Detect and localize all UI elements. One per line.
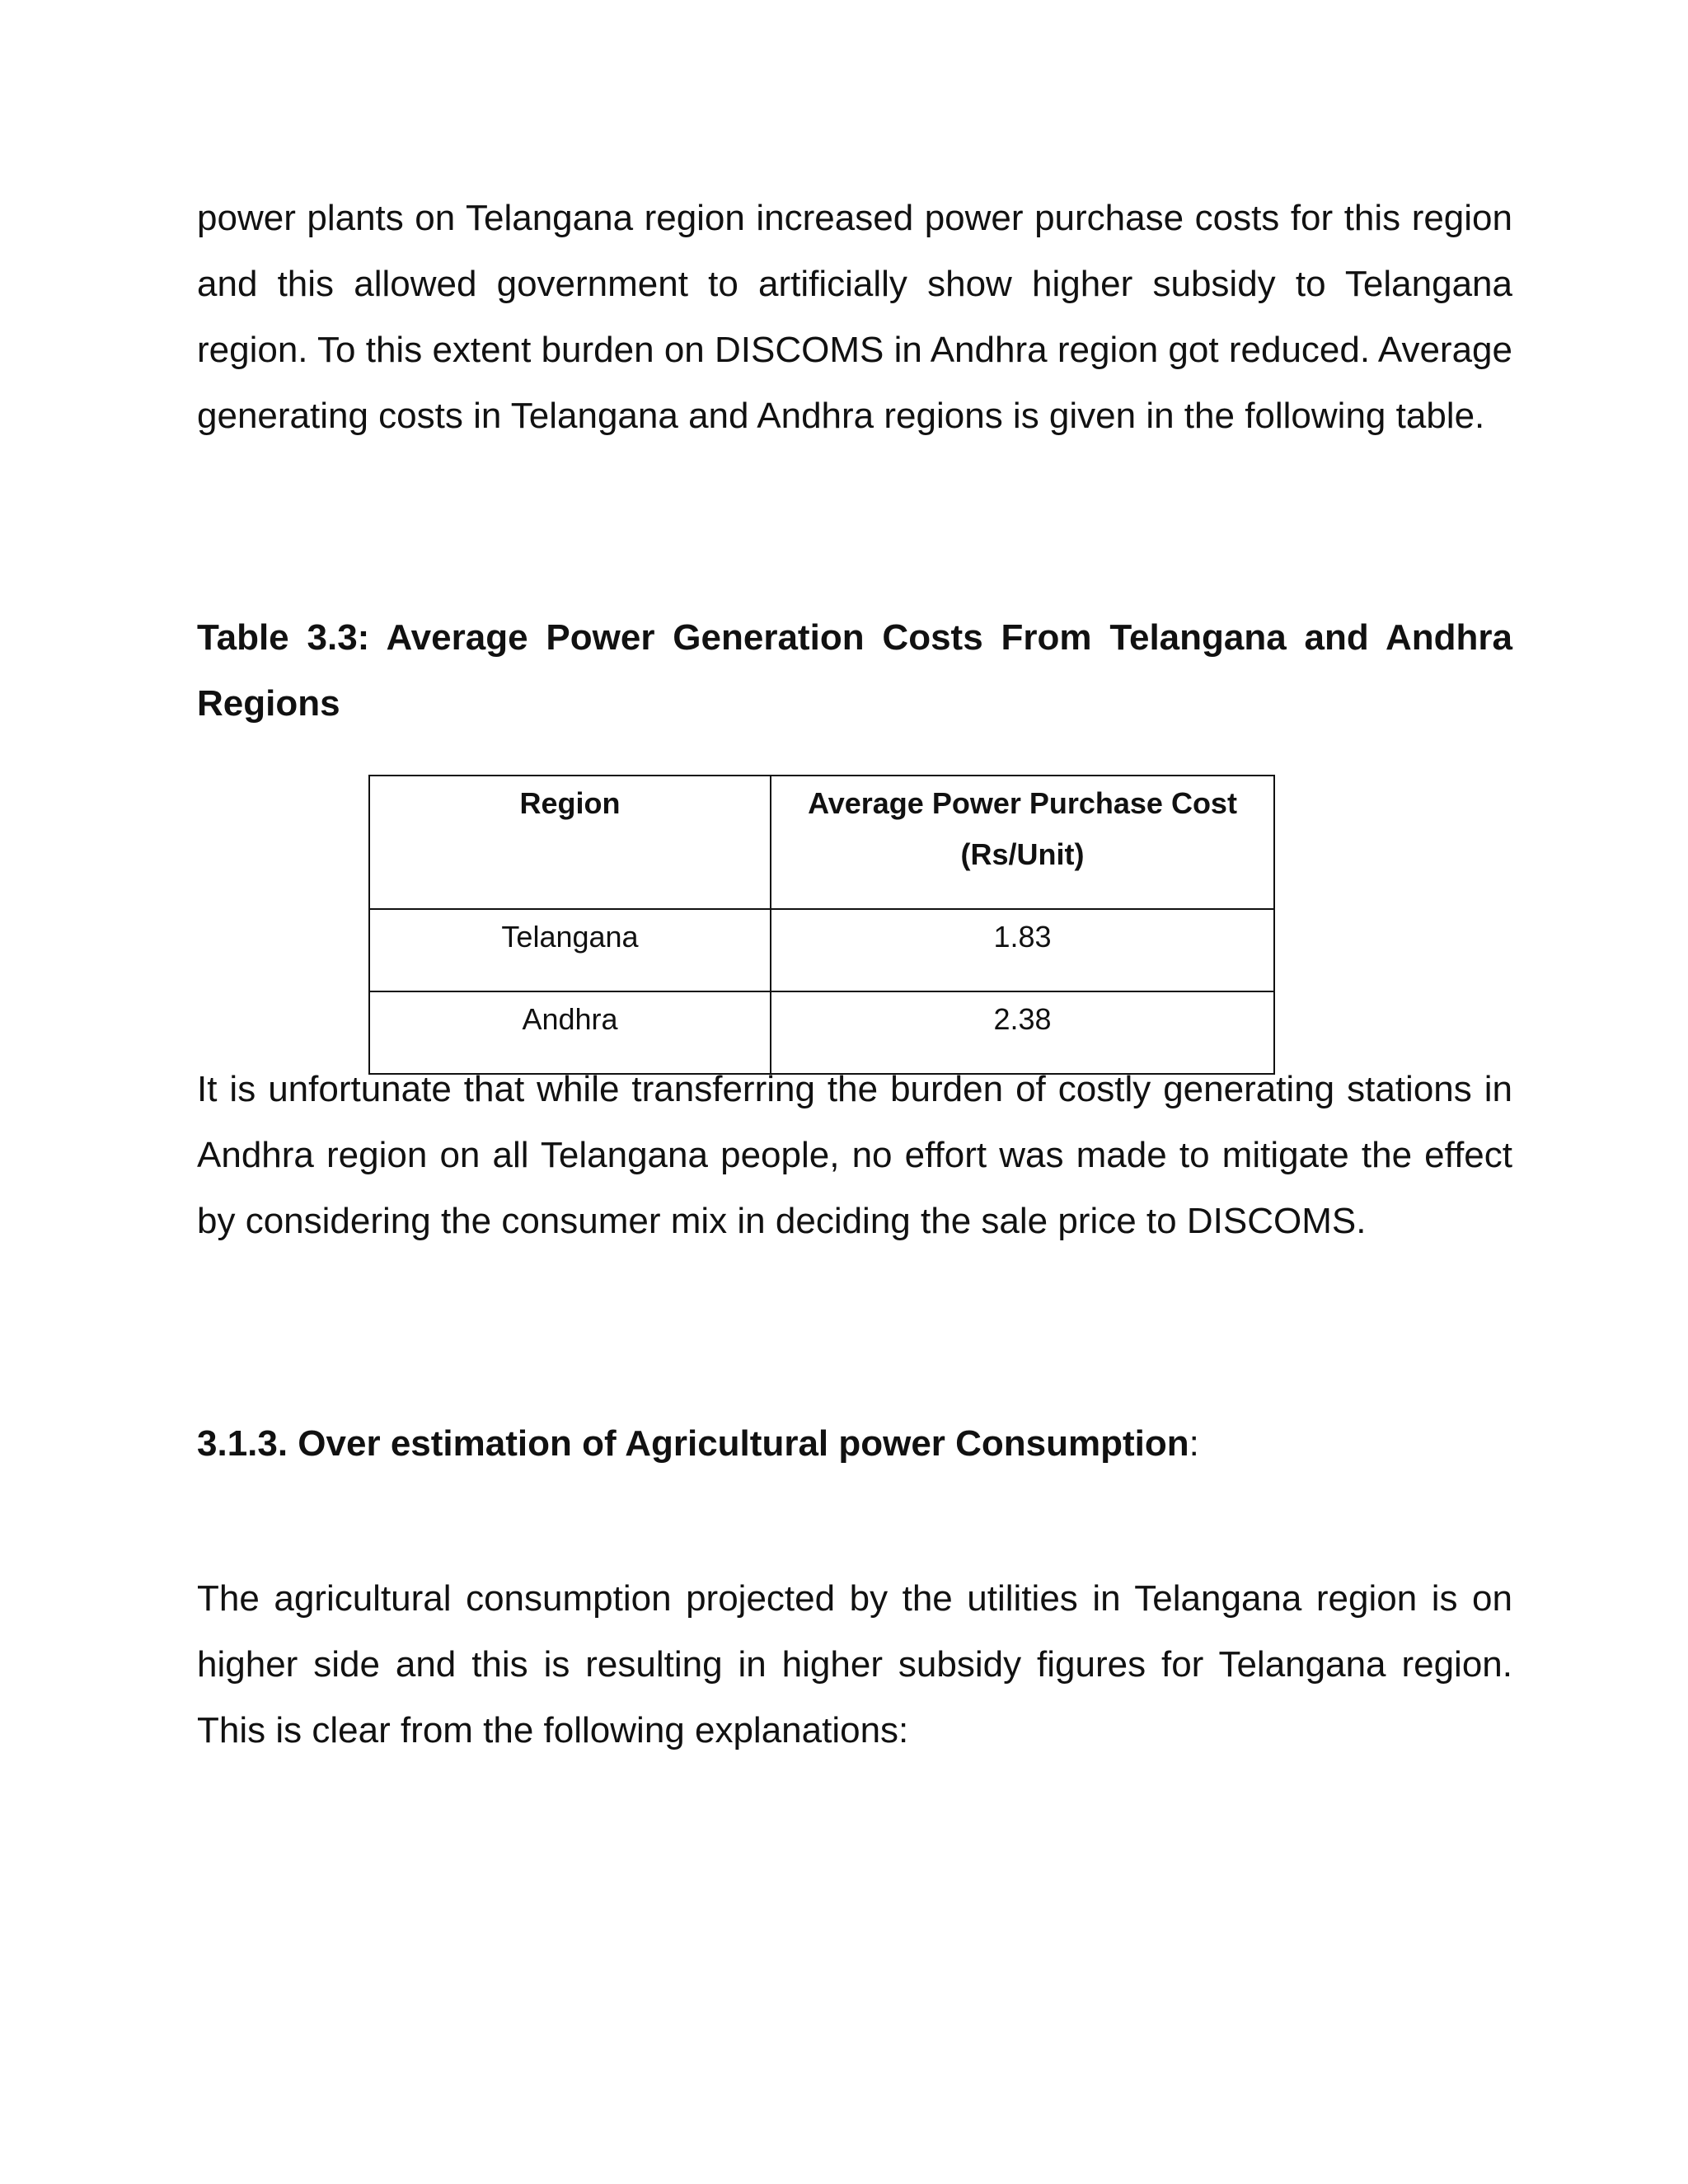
intro-paragraph: power plants on Telangana region increased power purchase costs for this region and this allowed government to artificially show higher subsidy to Telangana region. To this extent burden on DISCOMS in Andhra region got reduced. Average generating costs in Telangana and Andhra regions is given in the following table. xyxy=(197,198,1512,436)
table-caption: Table 3.3: Average Power Generation Costs From Telangana and Andhra Regions xyxy=(197,617,1512,724)
section-heading xyxy=(197,1411,1199,1477)
cell-cost: 2.38 xyxy=(771,991,1274,1074)
section-heading-colon: : xyxy=(1189,1423,1199,1464)
table-header-row xyxy=(369,776,1274,909)
after-table-paragraph: It is unfortunate that while transferring the burden of costly generating stations in Andhra region on all Telangana people, no effort was made to mitigate the effect by considering the consumer mix in deciding the sale price to DISCOMS. xyxy=(197,1069,1512,1241)
header-region xyxy=(369,776,771,909)
section-heading-title: 3.1.3. Over estimation of Agricultural power Consumption xyxy=(197,1423,1189,1464)
header-cost-unit: (Rs/Unit) xyxy=(960,837,1085,871)
power-cost-table xyxy=(368,775,1275,1075)
header-cost xyxy=(771,776,1274,909)
agricultural-paragraph: The agricultural consumption projected by the utilities in Telangana region is on higher side and this is resulting in higher subsidy figures for Telangana region. This is clear from the following explanations: xyxy=(197,1578,1512,1750)
cell-cost: 1.83 xyxy=(771,909,1274,991)
header-cost-label: Average Power Purchase Cost xyxy=(808,786,1237,820)
cell-region: Andhra xyxy=(369,991,771,1074)
cell-region: Telangana xyxy=(369,909,771,991)
table-row xyxy=(369,909,1274,991)
header-region-label: Region xyxy=(519,786,621,820)
